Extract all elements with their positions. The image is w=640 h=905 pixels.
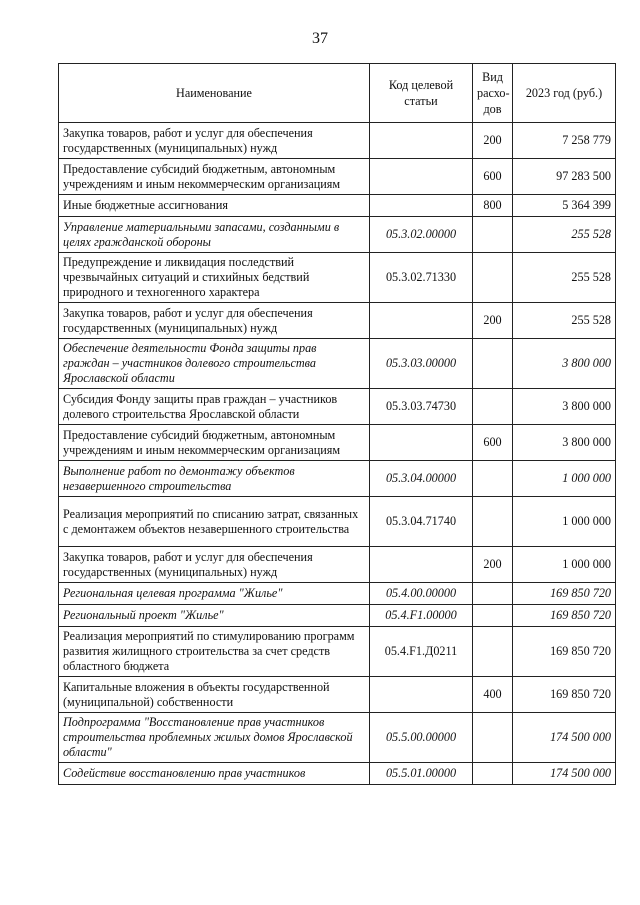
row-code-cell: [370, 195, 473, 217]
row-amount-cell: 255 528: [513, 253, 616, 303]
row-name-cell: Предупреждение и ликвидация последствий чрезвычайных ситуаций и стихийных бедствий природного и техногенного характера: [59, 253, 370, 303]
row-type-cell: [473, 605, 513, 627]
row-amount-cell: 97 283 500: [513, 159, 616, 195]
row-name-cell: Региональный проект "Жилье": [59, 605, 370, 627]
row-code-cell: 05.3.03.00000: [370, 339, 473, 389]
table-row: [59, 497, 616, 547]
table-row: [59, 677, 616, 713]
row-amount-cell: 169 850 720: [513, 583, 616, 605]
row-type-cell: 600: [473, 159, 513, 195]
header-amount: 2023 год (руб.): [513, 64, 616, 123]
row-type-cell: [473, 627, 513, 677]
table-row: [59, 605, 616, 627]
row-amount-cell: 1 000 000: [513, 497, 616, 547]
row-name-cell: Субсидия Фонду защиты прав граждан – участников долевого строительства Ярославской области: [59, 389, 370, 425]
row-type-cell: [473, 461, 513, 497]
row-amount-cell: 5 364 399: [513, 195, 616, 217]
row-code-cell: [370, 303, 473, 339]
table-header-row: [59, 64, 616, 123]
row-amount-cell: 255 528: [513, 217, 616, 253]
row-type-cell: 600: [473, 425, 513, 461]
row-name-cell: Управление материальными запасами, созданными в целях гражданской обороны: [59, 217, 370, 253]
table-row: [59, 159, 616, 195]
row-code-cell: 05.3.04.71740: [370, 497, 473, 547]
row-code-cell: 05.4.00.00000: [370, 583, 473, 605]
row-code-cell: 05.3.03.74730: [370, 389, 473, 425]
row-amount-cell: 174 500 000: [513, 713, 616, 763]
row-amount-cell: 3 800 000: [513, 339, 616, 389]
row-amount-cell: 3 800 000: [513, 425, 616, 461]
header-type: Вид расхо-дов: [473, 64, 513, 123]
row-type-cell: [473, 253, 513, 303]
row-name-cell: Обеспечение деятельности Фонда защиты прав граждан – участников долевого строительства Ярославской области: [59, 339, 370, 389]
row-code-cell: 05.5.01.00000: [370, 763, 473, 785]
table-row: [59, 461, 616, 497]
table-body: [59, 123, 616, 785]
table-row: [59, 217, 616, 253]
row-name-cell: Региональная целевая программа "Жилье": [59, 583, 370, 605]
table-row: [59, 339, 616, 389]
row-code-cell: 05.3.04.00000: [370, 461, 473, 497]
table-row: [59, 389, 616, 425]
row-amount-cell: 7 258 779: [513, 123, 616, 159]
table-row: [59, 583, 616, 605]
row-code-cell: 05.4.F1.Д0211: [370, 627, 473, 677]
row-amount-cell: 174 500 000: [513, 763, 616, 785]
table-row: [59, 627, 616, 677]
row-name-cell: Реализация мероприятий по списанию затрат, связанных с демонтажем объектов незавершенного строительства: [59, 497, 370, 547]
row-amount-cell: 169 850 720: [513, 677, 616, 713]
row-amount-cell: 255 528: [513, 303, 616, 339]
row-type-cell: [473, 497, 513, 547]
row-name-cell: Предоставление субсидий бюджетным, автономным учреждениям и иным некоммерческим организациям: [59, 159, 370, 195]
row-type-cell: [473, 389, 513, 425]
row-amount-cell: 1 000 000: [513, 547, 616, 583]
row-code-cell: 05.3.02.71330: [370, 253, 473, 303]
header-name: Наименование: [59, 64, 370, 123]
row-type-cell: [473, 217, 513, 253]
row-code-cell: [370, 123, 473, 159]
row-name-cell: Иные бюджетные ассигнования: [59, 195, 370, 217]
row-type-cell: [473, 713, 513, 763]
row-name-cell: Закупка товаров, работ и услуг для обеспечения государственных (муниципальных) нужд: [59, 123, 370, 159]
table-row: [59, 253, 616, 303]
row-type-cell: 200: [473, 303, 513, 339]
row-name-cell: Закупка товаров, работ и услуг для обеспечения государственных (муниципальных) нужд: [59, 547, 370, 583]
row-type-cell: 200: [473, 123, 513, 159]
row-type-cell: [473, 339, 513, 389]
table-row: [59, 195, 616, 217]
row-code-cell: 05.3.02.00000: [370, 217, 473, 253]
row-code-cell: 05.4.F1.00000: [370, 605, 473, 627]
table-row: [59, 763, 616, 785]
row-amount-cell: 1 000 000: [513, 461, 616, 497]
table-row: [59, 713, 616, 763]
row-name-cell: Подпрограмма "Восстановление прав участников строительства проблемных жилых домов Ярославской области": [59, 713, 370, 763]
row-amount-cell: 169 850 720: [513, 605, 616, 627]
row-amount-cell: 169 850 720: [513, 627, 616, 677]
row-type-cell: 400: [473, 677, 513, 713]
row-code-cell: [370, 547, 473, 583]
row-type-cell: [473, 583, 513, 605]
row-type-cell: [473, 763, 513, 785]
row-amount-cell: 3 800 000: [513, 389, 616, 425]
row-code-cell: [370, 159, 473, 195]
budget-table: [58, 63, 616, 785]
table-row: [59, 425, 616, 461]
row-name-cell: Капитальные вложения в объекты государственной (муниципальной) собственности: [59, 677, 370, 713]
page-number: 37: [312, 30, 328, 47]
table-row: [59, 547, 616, 583]
row-type-cell: 200: [473, 547, 513, 583]
row-name-cell: Выполнение работ по демонтажу объектов незавершенного строительства: [59, 461, 370, 497]
header-code: Код целевой статьи: [370, 64, 473, 123]
row-name-cell: Предоставление субсидий бюджетным, автономным учреждениям и иным некоммерческим организациям: [59, 425, 370, 461]
row-type-cell: 800: [473, 195, 513, 217]
row-code-cell: [370, 677, 473, 713]
row-code-cell: [370, 425, 473, 461]
row-name-cell: Содействие восстановлению прав участников: [59, 763, 370, 785]
row-name-cell: Реализация мероприятий по стимулированию программ развития жилищного строительства за счет средств областного бюджета: [59, 627, 370, 677]
row-code-cell: 05.5.00.00000: [370, 713, 473, 763]
table-row: [59, 303, 616, 339]
row-name-cell: Закупка товаров, работ и услуг для обеспечения государственных (муниципальных) нужд: [59, 303, 370, 339]
table-row: [59, 123, 616, 159]
